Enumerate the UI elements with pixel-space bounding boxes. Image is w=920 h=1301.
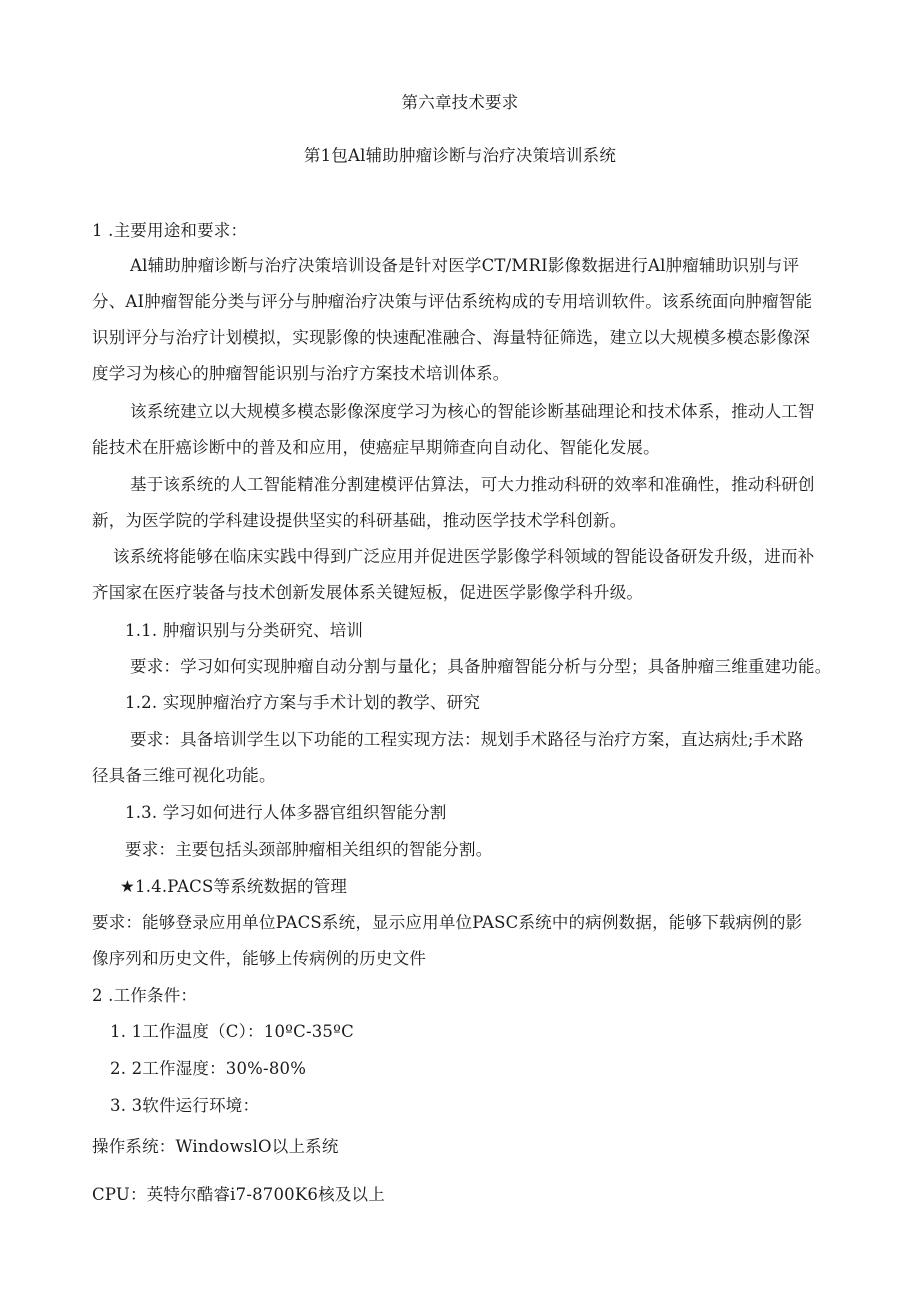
- item-1-2-title: 1.2. 实现肿瘤治疗方案与手术计划的教学、研究: [125, 693, 481, 712]
- section-2-heading: 2 .工作条件：: [92, 986, 198, 1005]
- chapter-title: 第六章技术要求: [401, 93, 519, 112]
- paragraph-2-line-2: 能技术在肝癌诊断中的普及和应用，使癌症早期筛查向自动化、智能化发展。: [92, 438, 660, 457]
- item-1-4-requirement-line-1: 要求：能够登录应用单位PACS系统，显示应用单位PASC系统中的病例数据，能够下载病例的影: [92, 913, 803, 932]
- paragraph-1-line-4: 度学习为核心的肿瘤智能识别与治疗方案技术培训体系。: [92, 364, 510, 383]
- item-1-2-requirement-line-2: 径具备三维可视化功能。: [92, 766, 276, 785]
- paragraph-3-line-1: 基于该系统的人工智能精准分割建模评估算法，可大力推动科研的效率和准确性，推动科研创: [130, 475, 815, 494]
- paragraph-4-line-1: 该系统将能够在临床实践中得到广泛应用并促进医学影像学科领域的智能设备研发升级，进而补: [113, 547, 815, 566]
- paragraph-4-line-2: 齐国家在医疗装备与技术创新发展体系关键短板，促进医学影像学科升级。: [92, 583, 644, 602]
- paragraph-1-line-2: 分、AI肿瘤智能分类与评分与肿瘤治疗决策与评估系统构成的专用培训软件。该系统面向肿瘤智能: [92, 292, 813, 311]
- paragraph-2-line-1: 该系统建立以大规模多模态影像深度学习为核心的智能诊断基础理论和技术体系，推动人工智: [130, 402, 815, 421]
- paragraph-1-line-3: 识别评分与治疗计划模拟，实现影像的快速配准融合、海量特征筛选，建立以大规模多模态影像深: [92, 328, 811, 347]
- item-1-4-title: ★1.4.PACS等系统数据的管理: [120, 877, 348, 896]
- item-1-4-requirement-line-2: 像序列和历史文件，能够上传病例的历史文件: [92, 949, 426, 968]
- item-1-2-requirement-line-1: 要求：具备培训学生以下功能的工程实现方法：规划手术路径与治疗方案，直达病灶;手术路: [130, 730, 804, 749]
- paragraph-3-line-2: 新，为医学院的学科建设提供坚实的科研基础，推动医学技术学科创新。: [92, 511, 627, 530]
- condition-software-environment: 3. 3软件运行环境：: [110, 1096, 260, 1115]
- cpu-requirement: CPU：英特尔酷睿i7-8700K6核及以上: [92, 1185, 385, 1204]
- item-1-3-title: 1.3. 学习如何进行人体多器官组织智能分割: [125, 803, 447, 822]
- section-1-heading: 1 .主要用途和要求：: [92, 221, 248, 240]
- operating-system-requirement: 操作系统：WindowslO以上系统: [92, 1137, 339, 1156]
- package-title: 第1包Al辅助肿瘤诊断与治疗决策培训系统: [303, 146, 617, 165]
- item-1-1-title: 1.1. 肿瘤识别与分类研究、培训: [125, 621, 364, 640]
- item-1-1-requirement: 要求：学习如何实现肿瘤自动分割与量化；具备肿瘤智能分析与分型；具备肿瘤三维重建功能。: [130, 657, 832, 676]
- condition-humidity: 2. 2工作湿度：30%-80%: [110, 1059, 307, 1078]
- condition-temperature: 1. 1工作温度（C）：10ºC-35ºC: [110, 1022, 354, 1041]
- paragraph-1-line-1: Al辅助肿瘤诊断与治疗决策培训设备是针对医学CT/MRI影像数据进行Al肿瘤辅助识别与评: [130, 256, 800, 275]
- item-1-3-requirement: 要求：主要包括头颈部肿瘤相关组织的智能分割。: [125, 840, 493, 859]
